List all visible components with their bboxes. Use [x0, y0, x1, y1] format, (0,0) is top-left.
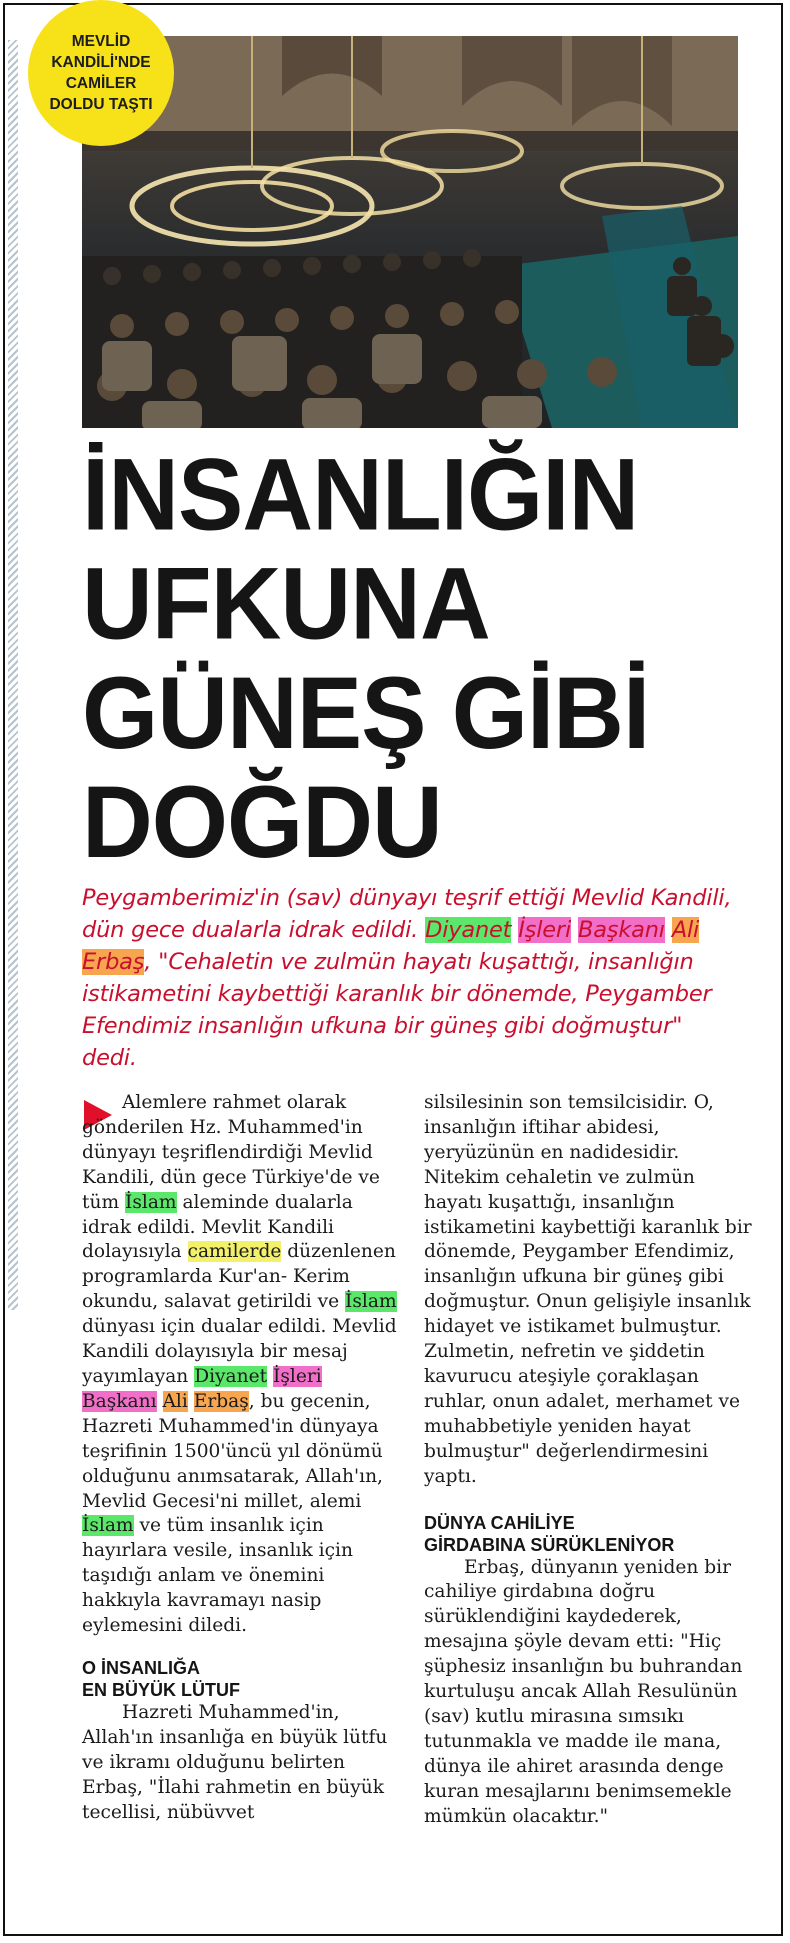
body-text: dünyası için dualar edildi. Mevlid Kandili dolayısıyla bir mesaj yayımlayan — [82, 1316, 397, 1387]
body-highlight: İslam — [82, 1515, 134, 1537]
subheading-o-insanliga — [82, 1657, 400, 1701]
article-paragraph: Erbaş, dünyanın yeniden bir cahiliye girdabına doğru sürüklendiğini kaydederek, mesajına şöyle devam etti: "Hiç şüphesiz insanlığın bu buhrandan kurtuluşu ancak Allah Resulünün (sav) kutlu mirasına sımsıkı tutunmakla ve madde ile mana, dünya ile ahiret arasında denge kuran mesajlarını benimsemekle mümkün olacaktır." — [424, 1556, 743, 1827]
subheading-line: DÜNYA CAHİLİYE — [424, 1512, 575, 1533]
badge-text — [41, 31, 161, 115]
lead-highlight: Başkanı — [577, 917, 665, 943]
headline-line: DOĞDU — [82, 764, 442, 879]
body-text: Alemlere rahmet olarak gönderilen Hz. Muhammed'in dünyayı teşriflendirdiği Mevlid Kandili, dün gece Türkiye'de ve tüm — [82, 1092, 380, 1213]
body-highlight: Diyanet — [194, 1365, 268, 1387]
headline-line: UFKUNA — [82, 546, 490, 661]
decorative-hatch — [8, 40, 18, 1310]
headline — [82, 436, 752, 879]
kandil-badge — [28, 0, 174, 146]
body-highlight: İslam — [125, 1191, 177, 1213]
body-highlight: camilerde — [187, 1241, 282, 1263]
badge-line: DOLDU TAŞTI — [49, 96, 153, 113]
article-column-1 — [82, 1091, 400, 1825]
headline-line: İNSANLIĞIN — [82, 436, 639, 552]
lead-highlight: İşleri — [518, 917, 572, 943]
article-column-2 — [424, 1091, 754, 1829]
body-text: , bu gecenin, Hazreti Muhammed'in dünyaya teşrifinin 1500'üncü yıl dönümü olduğunu anımsatarak, Allah'ın, Mevlid Gecesi'ni millet, alemi — [82, 1390, 383, 1512]
article-paragraph: Hazreti Muhammed'in, Allah'ın insanlığa en büyük lütfu ve ikramı olduğunu belirten Erbaş, "İlahi rahmetin en büyük tecellisi, nübüvvet — [82, 1701, 388, 1823]
body-highlight: İşleri — [273, 1365, 322, 1387]
body-highlight: Ali — [162, 1390, 188, 1412]
lead-highlight: Ali — [671, 917, 700, 943]
body-text: ve tüm insanlık için hayırlara vesile, insanlık için taşıdığı anlam ve önemini hakkıyla kavramayı nasip eylemesini diledi. — [82, 1515, 353, 1637]
article-paragraph — [82, 1091, 400, 1639]
mosque-photo — [82, 36, 738, 428]
badge-line: MEVLİD — [71, 33, 131, 50]
subheading-line: O İNSANLIĞA — [82, 1657, 201, 1678]
body-highlight: Başkanı — [82, 1390, 157, 1412]
badge-line: KANDİLİ'NDE — [51, 54, 151, 71]
lead-highlight: Erbaş — [82, 949, 145, 975]
subheading-dunya-cahiliye — [424, 1512, 754, 1556]
body-text: düzenlenen programlarda Kur'an- Kerim okundu, salavat getirildi ve — [82, 1241, 396, 1313]
lead-text: Peygamberimiz'in (sav) dünyayı teşrif ettiği Mevlid Kandili, dün gece dualarla idrak edildi. — [82, 885, 732, 943]
body-text: aleminde dualarla idrak edildi. Mevlit Kandili dolayısıyla — [82, 1191, 353, 1263]
lead-text: , "Cehaletin ve zulmün hayatı kuşattığı, insanlığın istikametini kaybettiği karanlık bir dönemde, Peygamber Efendimiz insanlığın ufkuna bir güneş gibi doğmuştur" dedi. — [82, 949, 712, 1071]
lead-paragraph — [82, 882, 732, 1074]
mosque-photo-illustration — [82, 36, 738, 428]
body-highlight: Erbaş — [193, 1390, 249, 1412]
subheading-line: EN BÜYÜK LÜTUF — [82, 1679, 240, 1700]
body-highlight: İslam — [345, 1291, 397, 1313]
subheading-line: GİRDABINA SÜRÜKLENİYOR — [424, 1534, 675, 1555]
headline-line: GÜNEŞ GİBİ — [82, 655, 650, 770]
article-paragraph: silsilesinin son temsilcisidir. O, insanlığın iftihar abidesi, yeryüzünün en nadidesidir. Nitekim cehaletin ve zulmün hayatı kuşattığı, insanlığın istikametini kaybettiği karanlık bir dönemde, Peygamber Efendimiz, insanlığın ufkuna bir güneş gibi doğmuştur. Onun gelişiyle insanlık hidayet ve istikamet bulmuştur. Zulmetin, nefretin ve şiddetin kavurucu ateşiyle çoraklaşan ruhlar, onun adalet, merhamet ve muhabbetiyle yeniden hayat bulmuştur" değerlendirmesini yaptı. — [424, 1092, 752, 1487]
lead-highlight: Diyanet — [425, 917, 512, 943]
badge-line: CAMİLER — [65, 75, 137, 92]
